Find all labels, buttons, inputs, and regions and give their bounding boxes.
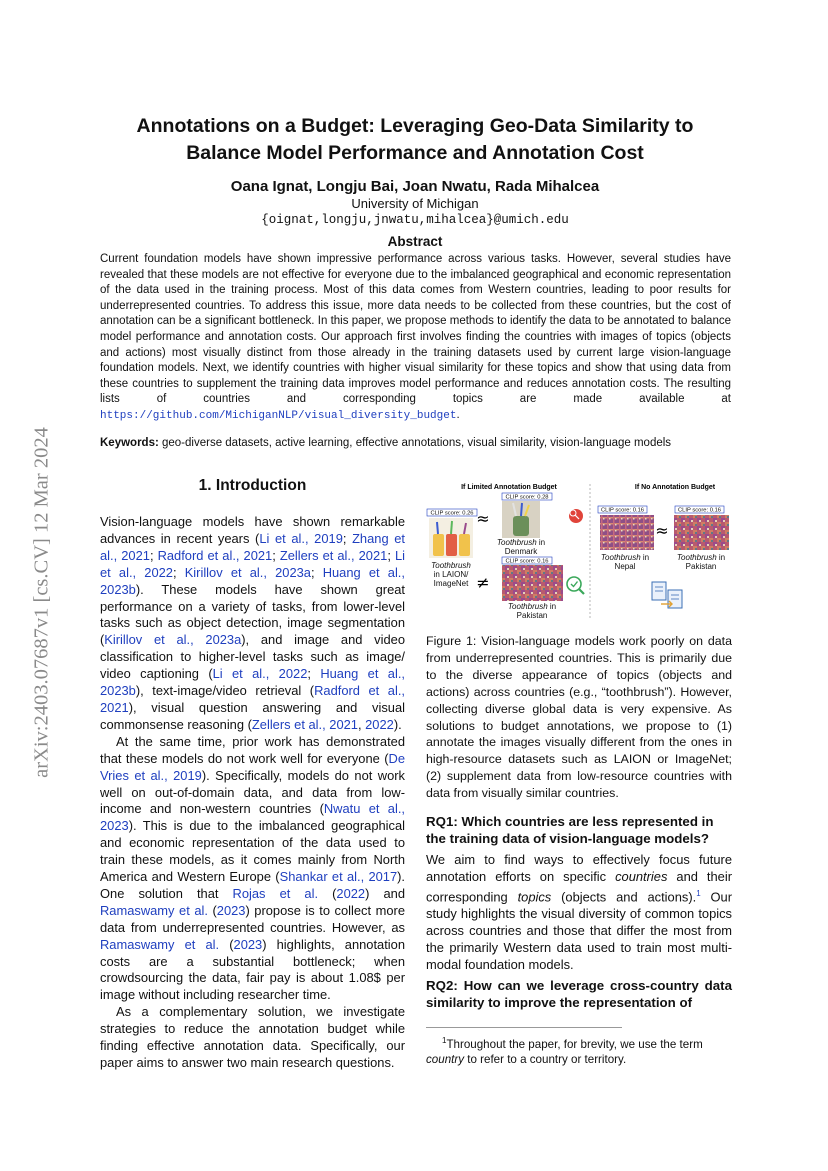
rq1-text-d: Our study highlights the visual diversity of common topics across countries and those that differ the most from the primarily Western data used to train most multi-modal foundation models.: [426, 889, 733, 972]
citation-link[interactable]: Radford et al., 2021: [157, 547, 273, 563]
paper-title: [100, 113, 730, 167]
citation-link[interactable]: 2022: [336, 885, 366, 901]
citation-link[interactable]: De Vries et al., 2019: [100, 750, 405, 783]
paragraph-text: ), text-image/video retrieval (: [135, 683, 315, 699]
laion-toothbrush-photo: [429, 518, 473, 558]
footnote-ref-1[interactable]: 1: [696, 888, 701, 898]
pakistan-label-in: in: [547, 602, 557, 611]
paragraph-text: ;: [387, 547, 395, 563]
figure-1-caption: Figure 1: Vision-language models work poorly on data from underrepresented countries. This is primarily due to the diverse appearance of topics (objects and actions) across countries (e.g., “toothbrush”). However, collecting diverse global data is very expensive. As solutions to budget annotations, we propose to (1) annotate the images visually different from the ones in high-resource datasets such as LAION or ImageNet; (2) supplement data from low-resource countries with data from visually similar countries.: [426, 634, 732, 801]
citation-link[interactable]: Nwatu et al., 2023: [100, 801, 405, 834]
paragraph-text: ) propose is to collect more data from underrepresented countries. However, as: [100, 902, 405, 935]
clip-score-016-pakistan-right: CLIP score: 0.16: [677, 507, 722, 514]
rq1-text-b: and their corresponding: [426, 868, 732, 905]
citation-link[interactable]: 2023: [216, 902, 246, 918]
citation-link[interactable]: Li et al., 2022: [212, 666, 308, 682]
paragraph-text: ;: [149, 547, 158, 563]
footnote-text-b: to refer to a country or territory.: [464, 1053, 627, 1067]
paragraph-text: ;: [172, 564, 185, 580]
keywords: [100, 436, 731, 452]
clip-score-026: CLIP score: 0.26: [430, 510, 474, 517]
footnote-text-a: Throughout the paper, for brevity, we use the term: [446, 1037, 703, 1051]
footnote-rule: [426, 1027, 622, 1028]
clip-score-016-nepal: CLIP score: 0.16: [600, 507, 645, 514]
paragraph-text: ). One solution that: [100, 869, 405, 901]
footnote-mark: 1: [442, 1036, 447, 1045]
paragraph-text: ).: [393, 716, 402, 732]
paragraph-text: ). These models have shown great performance on a variety of tasks, from lower-level tasks such as object detection, image segmentation (: [100, 581, 405, 648]
close-icon: [569, 509, 583, 523]
abstract-heading: Abstract: [387, 234, 443, 249]
rq1-heading: RQ1: Which countries are less represented in the training data of vision-language models?: [426, 814, 714, 846]
pakistan-label-italic: Toothbrush: [507, 602, 548, 611]
paragraph-text: Vision-language models have shown remarkable advances in recent years (: [100, 514, 405, 546]
keywords-label: Keywords:: [100, 437, 159, 449]
figure-left-title: If Limited Annotation Budget: [461, 484, 557, 491]
citation-link[interactable]: Shankar et al., 2017: [279, 869, 398, 885]
laion-label-line3: ImageNet: [433, 579, 469, 588]
nepal-label-italic: Toothbrush: [600, 553, 641, 562]
title-line-1: Annotations on a Budget: Leveraging Geo-Data Similarity to: [136, 115, 694, 137]
paragraph-text: ). This is due to the imbalanced geographical and economic representation of the data used to train these models, as it comes mainly from North America and Western Europe (: [100, 818, 405, 885]
nepal-label-line2: Nepal: [614, 562, 636, 571]
pakistan-toothbrush-photo: [502, 565, 563, 601]
abstract-text: Current foundation models have shown impressive performance across various tasks. However, several studies have revealed that these models are not effective for everyone due to the imbalanced geographical and economic representation of the data used in the training process. Most of this data comes from Western countries, leading to poor results for underrepresented countries. To address this issue, more data needs to be collected from these countries, but the cost of annotation can be a significant bottleneck. In this paper, we propose methods to identify the data to be annotated to balance model performance and annotation costs. Our approach first involves finding the countries with images of topics (objects and actions) most visually distinct from those already in the training datasets used by current large vision-language foundation models. Next, we identify countries with higher visual similarity for these topics and show that using data from these countries to supplement the training data improves model performance and reduces annotation costs. The resulting lists of countries and corresponding topics are made available at: [100, 253, 731, 406]
document-transfer-icon: [652, 582, 682, 608]
neq-symbol: ≠: [476, 573, 490, 592]
pakistan2-label-line1: [677, 553, 725, 562]
citation-link[interactable]: Kirillov et al., 2023a: [184, 564, 311, 580]
citation-link[interactable]: Li et al., 2019: [259, 530, 343, 546]
citation-link[interactable]: Rojas et al.: [232, 885, 319, 901]
rq1-text-a: We aim to find ways to effectively focus future annotation efforts on specific: [426, 852, 732, 884]
paragraph-text: As a complementary solution, we investigate strategies to reduce the annotation budget while finding effective annotation data. Specifically, our paper aims to answer two main research questions.: [100, 1004, 405, 1070]
laion-label-line2: in LAION/: [433, 570, 469, 579]
paragraph-text: ;: [342, 530, 353, 546]
rq1-body: [426, 852, 732, 974]
citation-link[interactable]: Zellers et al., 2021: [251, 716, 358, 732]
denmark-label-line2: Denmark: [504, 547, 538, 556]
denmark-label-line1: [497, 538, 545, 547]
paragraph-text: ) and: [365, 885, 405, 901]
citation-link[interactable]: Ramaswamy et al.: [100, 936, 220, 952]
citation-link[interactable]: Radford et al., 2021: [100, 683, 405, 715]
paragraph-text: ;: [272, 547, 280, 563]
intro-heading: 1. Introduction: [198, 477, 307, 494]
denmark-label-italic: Toothbrush: [496, 538, 537, 547]
abstract-repo-link[interactable]: https://github.com/MichiganNLP/visual_diversity_budget: [100, 409, 457, 422]
abstract-body: Current foundation models have shown impressive performance across various tasks. However, several studies have revealed that these models are not effective for everyone due to the imbalanced geographical and economic representation of the data used in the training process. Most of this data comes from Western countries, leading to poor results for underrepresented countries. To address this issue, more data needs to be collected from these countries, but the cost of annotation can be a significant bottleneck. In this paper, we propose methods to identify the data to be annotated to balance model performance and annotation costs. Our approach first involves finding the countries with images of topics (objects and actions) most visually distinct from those already in the training datasets used by current large vision-language foundation models. Next, we identify countries with higher visual similarity for these topics and show that using data from these countries to supplement the training data improves model performance and reduces annotation costs. The resulting lists of countries and corresponding topics are made available at https://github.com/MichiganNLP/visual_diversity_budget.: [100, 253, 731, 422]
citation-link[interactable]: Zellers et al., 2021: [279, 547, 388, 563]
footnote-1: [426, 1033, 732, 1068]
paragraph-text: ;: [310, 564, 323, 580]
pakistan2-label-line2: Pakistan: [685, 562, 717, 571]
pakistan-toothbrush-photo-right: [674, 515, 729, 550]
citation-link[interactable]: Zhang et al., 2021: [100, 530, 405, 563]
pakistan-label-line2: Pakistan: [516, 611, 548, 620]
pakistan2-label-in: in: [716, 553, 726, 562]
keywords-text: geo-diverse datasets, active learning, effective annotations, visual similarity, vision-language models: [162, 437, 672, 449]
intro-paragraph-2: [100, 734, 405, 1005]
footnote-country-emph: country: [426, 1053, 465, 1067]
figure-1: [425, 478, 735, 628]
clip-score-028: CLIP score: 0.28: [505, 494, 549, 501]
search-magnifier-icon: [567, 577, 584, 594]
paragraph-text: (: [318, 885, 337, 901]
author-emails: {oignat,longju,jnwatu,mihalcea}@umich.edu: [261, 213, 569, 227]
paragraph-text: (: [219, 936, 234, 952]
citation-link[interactable]: Huang et al., 2023b: [100, 666, 405, 699]
figure-1-graphic: [425, 478, 735, 628]
nepal-label-line1: [601, 553, 649, 562]
paragraph-text: ). Specifically, models do not work well on out-of-domain data, and data from low-income and non-western countries (: [100, 767, 405, 817]
citation-link[interactable]: Li et al., 2022: [100, 547, 405, 580]
approx-symbol-right: ≈: [655, 521, 669, 540]
paragraph-text: ,: [357, 716, 366, 732]
pakistan2-label-italic: Toothbrush: [676, 553, 717, 562]
paragraph-text: (: [207, 902, 217, 918]
citation-link[interactable]: Huang et al., 2023b: [100, 564, 405, 597]
laion-label-line1: Toothbrush: [431, 561, 471, 570]
paragraph-text: At the same time, prior work has demonstrated that these models do not work well for everyone (: [100, 733, 405, 766]
title-line-2: Balance Model Performance and Annotation Cost: [186, 142, 644, 164]
paragraph-text: ) highlights, annotation costs are a substantial bottleneck; when crowdsourcing the data, fair pay is about 1.08$ per image without including researcher time.: [100, 936, 406, 1003]
affiliation: University of Michigan: [351, 196, 479, 211]
denmark-toothbrush-photo: [502, 501, 540, 538]
nepal-label-in: in: [640, 553, 650, 562]
rq2-heading: RQ2: How can we leverage cross-country data similarity to improve the representation of: [426, 978, 732, 1010]
intro-column: [100, 514, 405, 1072]
citation-link[interactable]: 2022: [365, 716, 394, 732]
paragraph-text: ;: [307, 666, 321, 682]
nepal-toothbrush-photo: [600, 515, 654, 550]
arxiv-stamp: arXiv:2403.07687v1 [cs.CV] 12 Mar 2024: [30, 427, 53, 778]
authors: Oana Ignat, Longju Bai, Joan Nwatu, Rada Mihalcea: [230, 178, 600, 195]
pakistan-label-line1: [508, 602, 556, 611]
citation-link[interactable]: 2023: [233, 936, 263, 952]
rq1-text-c: (objects and actions).: [551, 889, 697, 905]
intro-paragraph-3: [100, 1004, 405, 1072]
denmark-label-in: in: [536, 538, 546, 547]
approx-symbol-left: ≈: [476, 509, 490, 528]
paragraph-text: ), visual question answering and visual commonsense reasoning (: [100, 699, 405, 732]
clip-score-016-pakistan: CLIP score: 0.16: [505, 558, 549, 565]
citation-link[interactable]: Kirillov et al., 2023a: [104, 632, 242, 648]
citation-link[interactable]: Ramaswamy et al.: [100, 902, 208, 918]
rq1-topics-emph: topics: [517, 889, 552, 905]
figure-right-title: If No Annotation Budget: [634, 484, 716, 491]
paragraph-text: ), and image and video classification to higher-level tasks such as image/ video captioning (: [100, 632, 405, 682]
intro-paragraph-1: [100, 514, 405, 734]
rq1-countries-emph: countries: [615, 868, 668, 884]
